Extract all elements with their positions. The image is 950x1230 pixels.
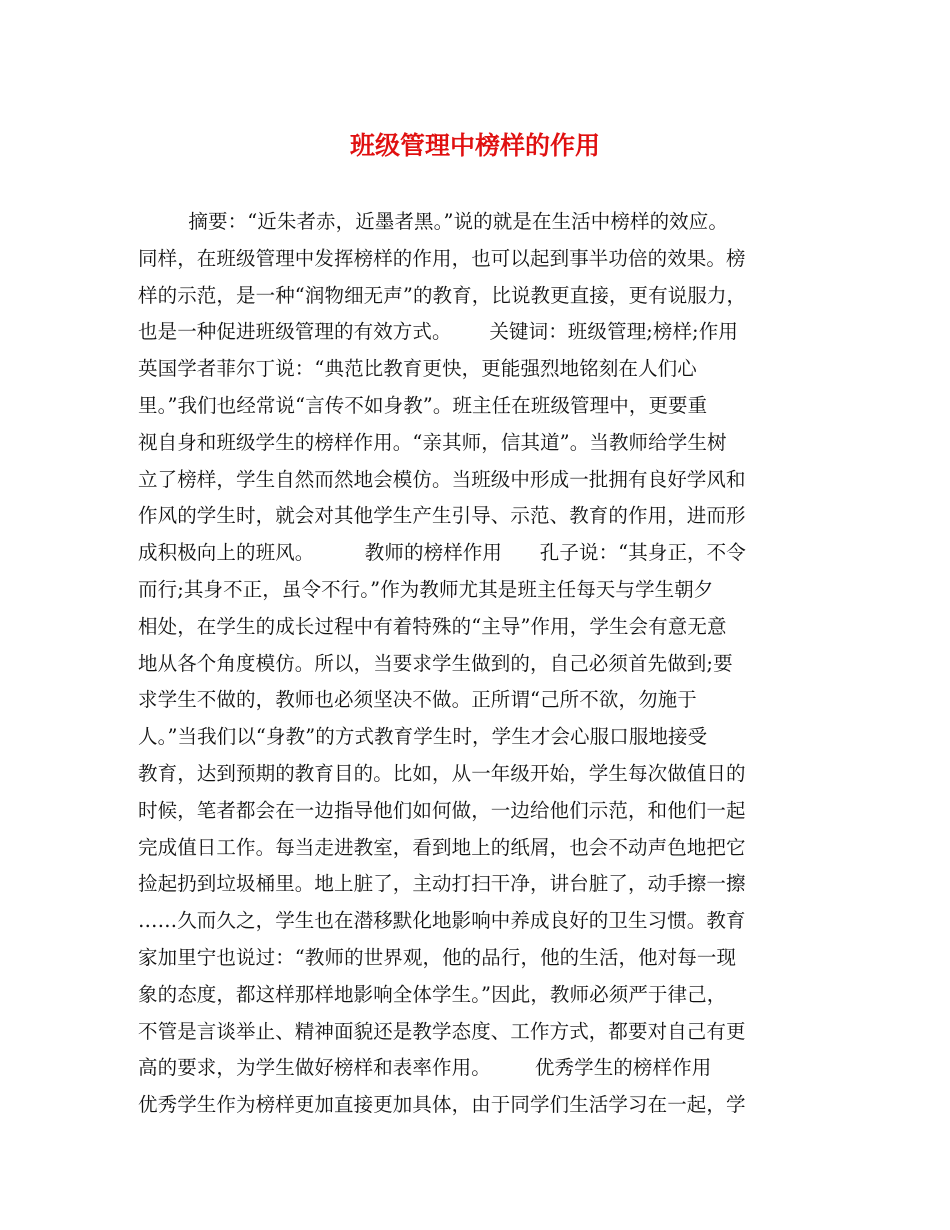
body-line: 同样，在班级管理中发挥榜样的作用，也可以起到事半功倍的效果。榜: [138, 246, 746, 270]
body-line: 家加里宁也说过：“教师的世界观，他的品行，他的生活，他对每一现: [138, 945, 737, 969]
body-line: 样的示范，是一种“润物细无声”的教育，比说教更直接，更有说服力，: [138, 283, 747, 307]
body-line: 象的态度，都这样那样地影响全体学生。”因此，教师必须严于律己，: [138, 982, 727, 1006]
body-line: 地从各个角度模仿。所以，当要求学生做到的，自己必须首先做到;要: [138, 651, 733, 675]
body-line: 作风的学生时，就会对其他学生产生引导、示范、教育的作用，进而形: [138, 504, 746, 528]
body-line: 不管是言谈举止、精神面貌还是教学态度、工作方式，都要对自己有更: [138, 1019, 746, 1043]
body-line: 求学生不做的，教师也必须坚决不做。正所谓“己所不欲，勿施于: [138, 688, 697, 712]
body-line: 教育，达到预期的教育目的。比如，从一年级开始，学生每次做值日的: [138, 761, 746, 785]
body-line: 完成值日工作。每当走进教室，看到地上的纸屑，也会不动声色地把它: [138, 835, 746, 859]
body-line: 高的要求，为学生做好榜样和表率作用。 优秀学生的榜样作用: [138, 1056, 712, 1080]
body-line: 而行;其身不正，虽令不行。”作为教师尤其是班主任每天与学生朝夕: [138, 577, 714, 601]
body-line: 成积极向上的班风。 教师的榜样作用 孔子说：“其身正，不令: [138, 541, 746, 565]
document-title: 班级管理中榜样的作用: [349, 131, 600, 160]
body-line: 英国学者菲尔丁说：“典范比教育更快，更能强烈地铭刻在人们心: [138, 357, 697, 381]
body-line: 里。”我们也经常说“言传不如身教”。班主任在班级管理中，更要重: [138, 393, 708, 417]
body-line: 人。”当我们以“身教”的方式教育学生时，学生才会心服口服地接受: [138, 725, 708, 749]
body-line: 也是一种促进班级管理的有效方式。 关键词：班级管理;榜样;作用: [138, 320, 738, 344]
body-line: 摘要：“近朱者赤，近墨者黑。”说的就是在生活中榜样的效应。: [138, 210, 728, 233]
body-line: 时候，笔者都会在一边指导他们如何做，一边给他们示范，和他们一起: [138, 798, 746, 822]
body-line: 相处，在学生的成长过程中有着特殊的“主导”作用，学生会有意无意: [138, 614, 727, 638]
body-line: 捡起扔到垃圾桶里。地上脏了，主动打扫干净，讲台脏了，动手擦一擦: [138, 872, 746, 896]
body-line: ……久而久之，学生也在潜移默化地影响中养成良好的卫生习惯。教育: [138, 909, 746, 933]
body-line: 立了榜样，学生自然而然地会模仿。当班级中形成一批拥有良好学风和: [138, 467, 746, 491]
body-line: 优秀学生作为榜样更加直接更加具体，由于同学们生活学习在一起，学: [138, 1093, 746, 1117]
body-line: 视自身和班级学生的榜样作用。“亲其师，信其道”。当教师给学生树: [138, 430, 727, 454]
document-body: [138, 204, 838, 1124]
